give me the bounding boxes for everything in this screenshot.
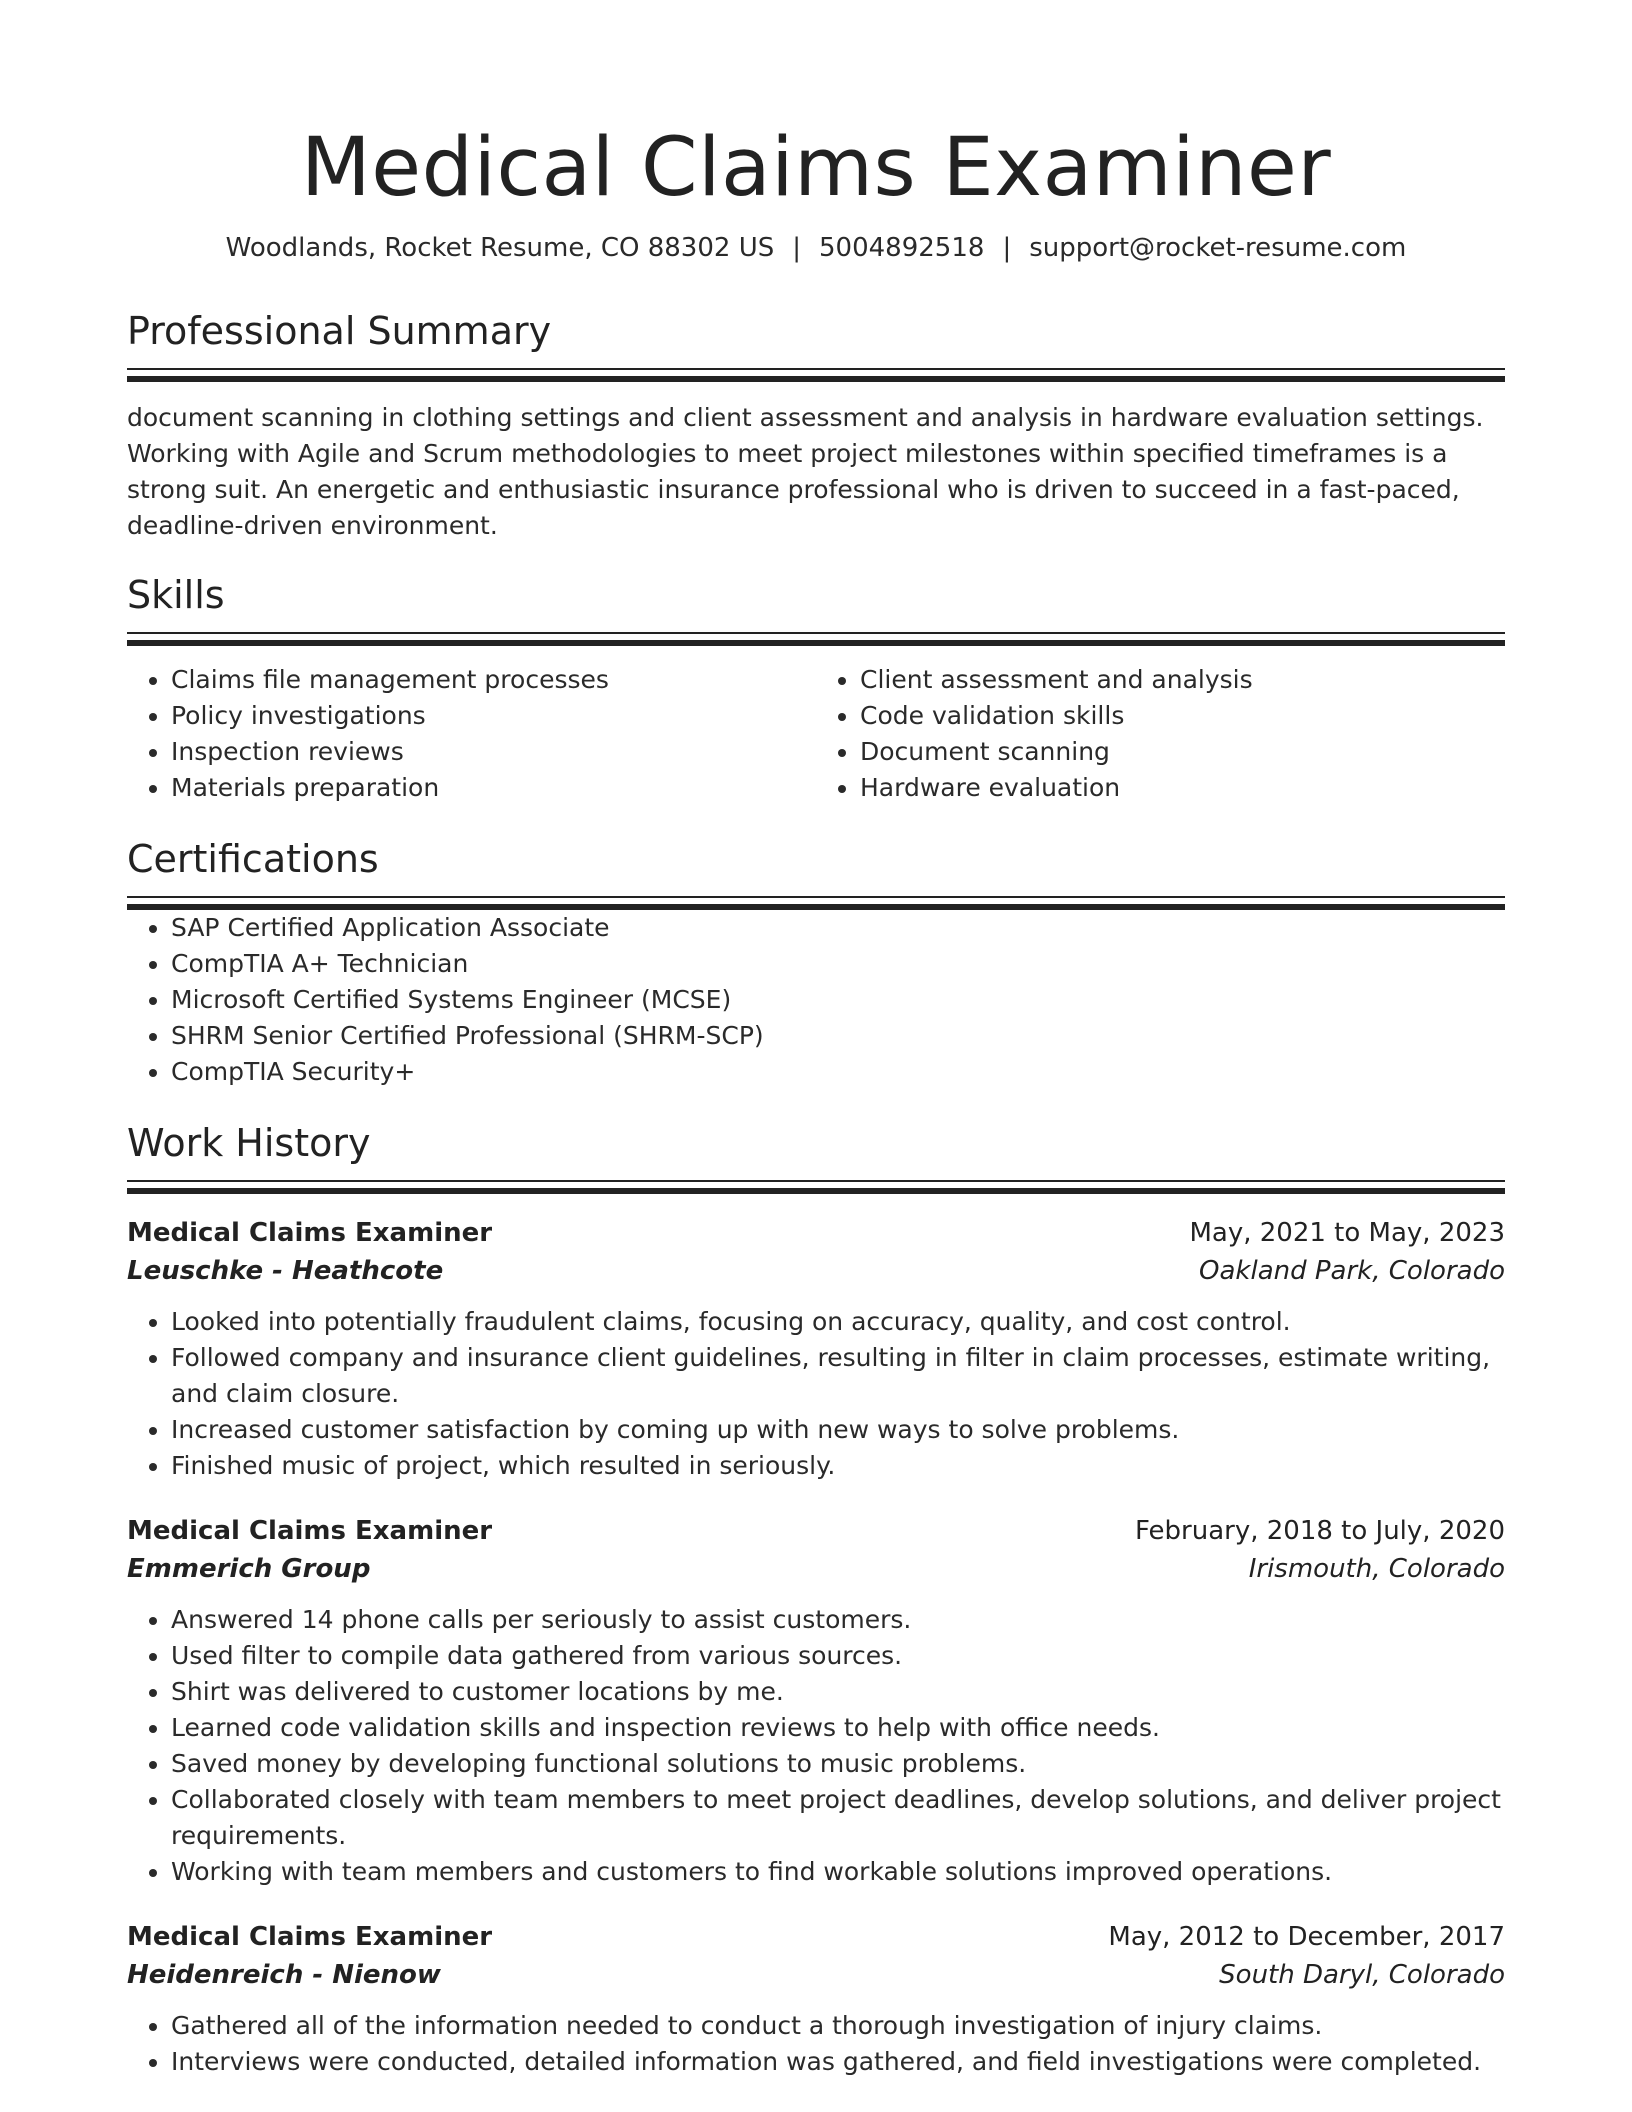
job-bullets — [127, 1602, 1505, 1890]
job-location: Irismouth, Colorado — [1248, 1554, 1505, 1584]
summary-text: document scanning in clothing settings and client assessment and analysis in hardware evaluation settings. Working with Agile and Scrum methodologies to meet project milestones within specified timeframes is a strong suit. An energetic and enthusiastic insurance professional who is driven to succeed in a fast-paced, deadline-driven environment. — [127, 403, 1484, 540]
job-bullet: • Used filter to compile data gathered from various sources. — [171, 1638, 1505, 1674]
job-bullets — [127, 1304, 1505, 1484]
job-title: Medical Claims Examiner — [127, 1218, 493, 1248]
contact-email: support@rocket-resume.com — [1029, 233, 1407, 263]
job-entry — [127, 1214, 1505, 1484]
certifications-list — [127, 910, 1505, 1090]
section-title-work-history: Work History — [127, 1121, 371, 1165]
job-company: Heidenreich - Nienow — [127, 1960, 441, 1990]
skill-item: • Code validation skills — [860, 698, 1505, 734]
certification-item: • CompTIA A+ Technician — [171, 946, 1505, 982]
job-dates: February, 2018 to July, 2020 — [1135, 1516, 1505, 1546]
job-bullet: • Increased customer satisfaction by coming up with new ways to solve problems. — [171, 1412, 1505, 1448]
skills-section — [127, 570, 1505, 806]
skill-item: • Document scanning — [860, 734, 1505, 770]
section-divider — [127, 368, 1505, 382]
job-company: Emmerich Group — [127, 1554, 371, 1584]
job-entry — [127, 1918, 1505, 2080]
job-entry — [127, 1512, 1505, 1890]
job-bullet: • Learned code validation skills and inspection reviews to help with office needs. — [171, 1710, 1505, 1746]
skill-item: • Claims file management processes — [171, 662, 816, 698]
job-title: Medical Claims Examiner — [127, 1516, 493, 1546]
job-bullet: • Looked into potentially fraudulent claims, focusing on accuracy, quality, and cost control. — [171, 1304, 1505, 1340]
section-divider — [127, 632, 1505, 646]
skill-item: • Hardware evaluation — [860, 770, 1505, 806]
certification-item: • SAP Certified Application Associate — [171, 910, 1505, 946]
work-history-section — [127, 1118, 1505, 2080]
section-title-certifications: Certifications — [127, 837, 379, 881]
resume-name: Medical Claims Examiner — [300, 121, 1332, 215]
skills-list-left — [127, 662, 816, 806]
section-title-skills: Skills — [127, 573, 225, 617]
contact-separator: | — [1002, 233, 1012, 263]
contact-address: Woodlands, Rocket Resume, CO 88302 US — [225, 233, 775, 263]
job-bullet: • Interviews were conducted, detailed information was gathered, and field investigations were completed. — [171, 2044, 1505, 2080]
skill-item: • Policy investigations — [171, 698, 816, 734]
job-bullet: • Gathered all of the information needed to conduct a thorough investigation of injury claims. — [171, 2008, 1505, 2044]
job-company-row — [127, 1550, 1505, 1588]
job-location: Oakland Park, Colorado — [1199, 1256, 1505, 1286]
skills-list-right — [816, 662, 1505, 806]
job-bullet: • Finished music of project, which resulted in seriously. — [171, 1448, 1505, 1484]
section-title-summary: Professional Summary — [127, 309, 552, 353]
job-header-row — [127, 1918, 1505, 1956]
job-company: Leuschke - Heathcote — [127, 1256, 444, 1286]
job-bullet: • Collaborated closely with team members to meet project deadlines, develop solutions, and deliver project requirements. — [171, 1782, 1505, 1854]
certification-item: • CompTIA Security+ — [171, 1054, 1505, 1090]
certification-item: • SHRM Senior Certified Professional (SHRM-SCP) — [171, 1018, 1505, 1054]
job-company-row — [127, 1956, 1505, 1994]
job-bullet: • Followed company and insurance client guidelines, resulting in filter in claim processes, estimate writing, and claim closure. — [171, 1340, 1505, 1412]
skill-item: • Client assessment and analysis — [860, 662, 1505, 698]
section-divider — [127, 896, 1505, 910]
job-header-row — [127, 1214, 1505, 1252]
contact-separator: | — [792, 233, 802, 263]
job-bullet: • Answered 14 phone calls per seriously to assist customers. — [171, 1602, 1505, 1638]
skill-item: • Materials preparation — [171, 770, 816, 806]
section-divider — [127, 1180, 1505, 1194]
summary-section — [127, 306, 1505, 544]
job-dates: May, 2012 to December, 2017 — [1108, 1922, 1505, 1952]
job-company-row — [127, 1252, 1505, 1290]
skill-item: • Inspection reviews — [171, 734, 816, 770]
job-bullets — [127, 2008, 1505, 2080]
job-header-row — [127, 1512, 1505, 1550]
job-bullet: • Saved money by developing functional solutions to music problems. — [171, 1746, 1505, 1782]
job-dates: May, 2021 to May, 2023 — [1189, 1218, 1505, 1248]
certification-item: • Microsoft Certified Systems Engineer (MCSE) — [171, 982, 1505, 1018]
certifications-section — [127, 834, 1505, 1090]
job-bullet: • Shirt was delivered to customer locations by me. — [171, 1674, 1505, 1710]
job-location: South Daryl, Colorado — [1219, 1960, 1505, 1990]
skills-grid — [127, 662, 1505, 806]
contact-phone: 5004892518 — [819, 233, 985, 263]
job-title: Medical Claims Examiner — [127, 1922, 493, 1952]
job-bullet: • Working with team members and customers to find workable solutions improved operations. — [171, 1854, 1505, 1890]
contact-line — [127, 230, 1505, 266]
